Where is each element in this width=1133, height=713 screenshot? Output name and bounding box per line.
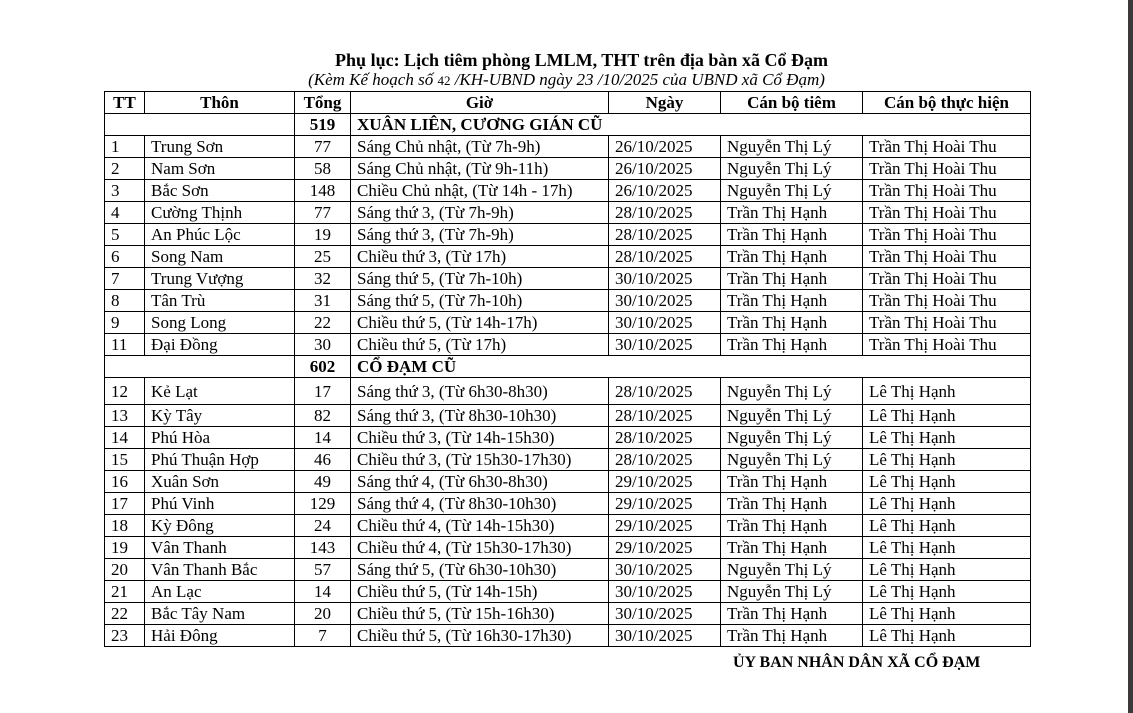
cell-thon: Vân Thanh Bắc — [145, 559, 295, 581]
table-row — [105, 224, 1031, 246]
cell-tong: 25 — [295, 246, 351, 268]
cell-tt: 1 — [105, 136, 145, 158]
table-row — [105, 202, 1031, 224]
cell-tt: 11 — [105, 334, 145, 356]
cell-can-bo-thuc-hien: Lê Thị Hạnh — [863, 537, 1031, 559]
cell-tong: 31 — [295, 290, 351, 312]
cell-tong: 17 — [295, 378, 351, 405]
group-name: XUÂN LIÊN, CƯƠNG GIÁN CŨ — [351, 114, 1031, 136]
table-row — [105, 625, 1031, 647]
table-row — [105, 603, 1031, 625]
cell-ngay: 29/10/2025 — [609, 537, 721, 559]
cell-can-bo-tiem: Trần Thị Hạnh — [721, 246, 863, 268]
cell-tt: 16 — [105, 471, 145, 493]
cell-ngay: 29/10/2025 — [609, 493, 721, 515]
cell-gio: Chiều thứ 4, (Từ 14h-15h30) — [351, 515, 609, 537]
cell-thon: Đại Đồng — [145, 334, 295, 356]
document-subtitle — [0, 70, 1133, 91]
cell-can-bo-tiem: Trần Thị Hạnh — [721, 312, 863, 334]
cell-tt: 19 — [105, 537, 145, 559]
table-row — [105, 378, 1031, 405]
cell-ngay: 28/10/2025 — [609, 449, 721, 471]
cell-tt: 15 — [105, 449, 145, 471]
table-row — [105, 427, 1031, 449]
plan-number: 42 — [437, 73, 451, 88]
cell-tong: 77 — [295, 136, 351, 158]
cell-gio: Sáng Chủ nhật, (Từ 7h-9h) — [351, 136, 609, 158]
cell-thon: Phú Vinh — [145, 493, 295, 515]
cell-tt: 13 — [105, 405, 145, 427]
cell-ngay: 28/10/2025 — [609, 246, 721, 268]
header-ngay: Ngày — [609, 92, 721, 114]
cell-can-bo-tiem: Nguyễn Thị Lý — [721, 559, 863, 581]
group-empty-cell — [105, 114, 295, 136]
cell-gio: Chiều thứ 5, (Từ 14h-15h) — [351, 581, 609, 603]
cell-tong: 46 — [295, 449, 351, 471]
footer-signature-heading: ỦY BAN NHÂN DÂN XÃ CỔ ĐẠM — [733, 654, 981, 671]
cell-can-bo-tiem: Nguyễn Thị Lý — [721, 449, 863, 471]
table-row — [105, 158, 1031, 180]
cell-can-bo-thuc-hien: Trần Thị Hoài Thu — [863, 246, 1031, 268]
header-tt: TT — [105, 92, 145, 114]
cell-ngay: 28/10/2025 — [609, 224, 721, 246]
cell-thon: Trung Sơn — [145, 136, 295, 158]
cell-gio: Chiều thứ 5, (Từ 17h) — [351, 334, 609, 356]
cell-tt: 6 — [105, 246, 145, 268]
table-row — [105, 493, 1031, 515]
cell-can-bo-tiem: Nguyễn Thị Lý — [721, 180, 863, 202]
cell-can-bo-thuc-hien: Trần Thị Hoài Thu — [863, 334, 1031, 356]
cell-gio: Chiều thứ 3, (Từ 14h-15h30) — [351, 427, 609, 449]
group-empty-cell — [105, 356, 295, 378]
group-row — [105, 114, 1031, 136]
cell-gio: Chiều thứ 4, (Từ 15h30-17h30) — [351, 537, 609, 559]
cell-gio: Sáng thứ 3, (Từ 7h-9h) — [351, 202, 609, 224]
subtitle-prefix: (Kèm Kế hoạch số — [308, 70, 434, 89]
cell-gio: Sáng thứ 5, (Từ 7h-10h) — [351, 290, 609, 312]
header-gio: Giờ — [351, 92, 609, 114]
cell-can-bo-thuc-hien: Lê Thị Hạnh — [863, 378, 1031, 405]
cell-thon: Trung Vượng — [145, 268, 295, 290]
cell-can-bo-thuc-hien: Trần Thị Hoài Thu — [863, 180, 1031, 202]
group-total: 519 — [295, 114, 351, 136]
cell-tt: 20 — [105, 559, 145, 581]
cell-tong: 82 — [295, 405, 351, 427]
cell-ngay: 30/10/2025 — [609, 559, 721, 581]
cell-tt: 12 — [105, 378, 145, 405]
table-row — [105, 449, 1031, 471]
cell-thon: Cường Thịnh — [145, 202, 295, 224]
cell-can-bo-thuc-hien: Lê Thị Hạnh — [863, 449, 1031, 471]
cell-tt: 14 — [105, 427, 145, 449]
cell-gio: Chiều thứ 3, (Từ 15h30-17h30) — [351, 449, 609, 471]
cell-tt: 2 — [105, 158, 145, 180]
cell-ngay: 29/10/2025 — [609, 471, 721, 493]
cell-ngay: 30/10/2025 — [609, 312, 721, 334]
cell-gio: Sáng thứ 3, (Từ 8h30-10h30) — [351, 405, 609, 427]
cell-tong: 77 — [295, 202, 351, 224]
cell-thon: Vân Thanh — [145, 537, 295, 559]
table-row — [105, 581, 1031, 603]
cell-can-bo-tiem: Trần Thị Hạnh — [721, 603, 863, 625]
cell-tt: 9 — [105, 312, 145, 334]
cell-gio: Chiều Chủ nhật, (Từ 14h - 17h) — [351, 180, 609, 202]
cell-thon: Nam Sơn — [145, 158, 295, 180]
cell-thon: Song Nam — [145, 246, 295, 268]
cell-ngay: 30/10/2025 — [609, 268, 721, 290]
cell-thon: Phú Hòa — [145, 427, 295, 449]
cell-tt: 3 — [105, 180, 145, 202]
cell-can-bo-thuc-hien: Trần Thị Hoài Thu — [863, 290, 1031, 312]
cell-can-bo-thuc-hien: Lê Thị Hạnh — [863, 515, 1031, 537]
cell-tt: 21 — [105, 581, 145, 603]
cell-tong: 49 — [295, 471, 351, 493]
cell-tt: 7 — [105, 268, 145, 290]
table-row — [105, 405, 1031, 427]
table-row — [105, 268, 1031, 290]
table-row — [105, 312, 1031, 334]
cell-gio: Sáng thứ 4, (Từ 6h30-8h30) — [351, 471, 609, 493]
cell-tong: 32 — [295, 268, 351, 290]
table-row — [105, 515, 1031, 537]
cell-tt: 17 — [105, 493, 145, 515]
table-row — [105, 246, 1031, 268]
cell-can-bo-thuc-hien: Lê Thị Hạnh — [863, 427, 1031, 449]
table-row — [105, 537, 1031, 559]
cell-gio: Chiều thứ 5, (Từ 15h-16h30) — [351, 603, 609, 625]
cell-thon: An Lạc — [145, 581, 295, 603]
cell-can-bo-tiem: Nguyễn Thị Lý — [721, 581, 863, 603]
group-name: CỔ ĐẠM CŨ — [351, 356, 1031, 378]
cell-tt: 18 — [105, 515, 145, 537]
cell-thon: Song Long — [145, 312, 295, 334]
cell-thon: Xuân Sơn — [145, 471, 295, 493]
cell-ngay: 28/10/2025 — [609, 202, 721, 224]
subtitle-suffix: /KH-UBND ngày 23 /10/2025 của UBND xã Cổ Đạm) — [454, 70, 825, 89]
cell-can-bo-tiem: Trần Thị Hạnh — [721, 493, 863, 515]
cell-tong: 22 — [295, 312, 351, 334]
group-total: 602 — [295, 356, 351, 378]
cell-can-bo-tiem: Trần Thị Hạnh — [721, 515, 863, 537]
cell-can-bo-thuc-hien: Trần Thị Hoài Thu — [863, 136, 1031, 158]
table-row — [105, 471, 1031, 493]
header-can-bo-tiem: Cán bộ tiêm — [721, 92, 863, 114]
cell-can-bo-thuc-hien: Lê Thị Hạnh — [863, 493, 1031, 515]
cell-can-bo-tiem: Trần Thị Hạnh — [721, 537, 863, 559]
header-can-bo-thuc-hien: Cán bộ thực hiện — [863, 92, 1031, 114]
cell-tong: 58 — [295, 158, 351, 180]
cell-can-bo-tiem: Nguyễn Thị Lý — [721, 378, 863, 405]
cell-tt: 8 — [105, 290, 145, 312]
header-tong: Tổng — [295, 92, 351, 114]
cell-gio: Chiều thứ 5, (Từ 16h30-17h30) — [351, 625, 609, 647]
cell-gio: Sáng Chủ nhật, (Từ 9h-11h) — [351, 158, 609, 180]
cell-can-bo-thuc-hien: Lê Thị Hạnh — [863, 405, 1031, 427]
cell-can-bo-tiem: Nguyễn Thị Lý — [721, 158, 863, 180]
table-row — [105, 559, 1031, 581]
cell-thon: Hải Đông — [145, 625, 295, 647]
cell-can-bo-tiem: Trần Thị Hạnh — [721, 625, 863, 647]
cell-ngay: 29/10/2025 — [609, 515, 721, 537]
cell-gio: Sáng thứ 5, (Từ 7h-10h) — [351, 268, 609, 290]
cell-can-bo-tiem: Nguyễn Thị Lý — [721, 405, 863, 427]
cell-can-bo-tiem: Trần Thị Hạnh — [721, 290, 863, 312]
cell-thon: Tân Trù — [145, 290, 295, 312]
header-thon: Thôn — [145, 92, 295, 114]
cell-can-bo-tiem: Trần Thị Hạnh — [721, 268, 863, 290]
cell-ngay: 26/10/2025 — [609, 180, 721, 202]
cell-ngay: 30/10/2025 — [609, 334, 721, 356]
cell-tong: 14 — [295, 427, 351, 449]
cell-ngay: 26/10/2025 — [609, 158, 721, 180]
cell-ngay: 30/10/2025 — [609, 290, 721, 312]
cell-tong: 143 — [295, 537, 351, 559]
cell-gio: Sáng thứ 4, (Từ 8h30-10h30) — [351, 493, 609, 515]
cell-tt: 22 — [105, 603, 145, 625]
cell-tt: 4 — [105, 202, 145, 224]
cell-ngay: 28/10/2025 — [609, 378, 721, 405]
cell-can-bo-thuc-hien: Trần Thị Hoài Thu — [863, 312, 1031, 334]
cell-can-bo-thuc-hien: Lê Thị Hạnh — [863, 559, 1031, 581]
cell-thon: An Phúc Lộc — [145, 224, 295, 246]
table-body — [105, 114, 1031, 647]
cell-tt: 23 — [105, 625, 145, 647]
cell-ngay: 30/10/2025 — [609, 603, 721, 625]
cell-can-bo-thuc-hien: Lê Thị Hạnh — [863, 581, 1031, 603]
cell-tong: 129 — [295, 493, 351, 515]
cell-can-bo-tiem: Trần Thị Hạnh — [721, 471, 863, 493]
cell-thon: Kẻ Lạt — [145, 378, 295, 405]
cell-ngay: 30/10/2025 — [609, 625, 721, 647]
cell-tong: 20 — [295, 603, 351, 625]
cell-ngay: 26/10/2025 — [609, 136, 721, 158]
cell-thon: Phú Thuận Hợp — [145, 449, 295, 471]
cell-tt: 5 — [105, 224, 145, 246]
cell-can-bo-thuc-hien: Lê Thị Hạnh — [863, 471, 1031, 493]
schedule-table — [104, 91, 1031, 647]
cell-thon: Bắc Tây Nam — [145, 603, 295, 625]
cell-can-bo-tiem: Nguyễn Thị Lý — [721, 136, 863, 158]
document-title: Phụ lục: Lịch tiêm phòng LMLM, THT trên địa bàn xã Cổ Đạm — [335, 50, 828, 70]
cell-gio: Sáng thứ 3, (Từ 6h30-8h30) — [351, 378, 609, 405]
group-row — [105, 356, 1031, 378]
cell-gio: Chiều thứ 5, (Từ 14h-17h) — [351, 312, 609, 334]
cell-tong: 148 — [295, 180, 351, 202]
cell-ngay: 28/10/2025 — [609, 427, 721, 449]
cell-can-bo-thuc-hien: Trần Thị Hoài Thu — [863, 268, 1031, 290]
cell-tong: 19 — [295, 224, 351, 246]
cell-thon: Bắc Sơn — [145, 180, 295, 202]
cell-can-bo-tiem: Trần Thị Hạnh — [721, 202, 863, 224]
cell-tong: 14 — [295, 581, 351, 603]
cell-ngay: 28/10/2025 — [609, 405, 721, 427]
cell-tong: 30 — [295, 334, 351, 356]
cell-gio: Sáng thứ 5, (Từ 6h30-10h30) — [351, 559, 609, 581]
cell-gio: Chiều thứ 3, (Từ 17h) — [351, 246, 609, 268]
table-header-row — [105, 92, 1031, 114]
table-row — [105, 290, 1031, 312]
table-row — [105, 334, 1031, 356]
cell-can-bo-thuc-hien: Lê Thị Hạnh — [863, 603, 1031, 625]
cell-thon: Kỳ Đông — [145, 515, 295, 537]
cell-can-bo-tiem: Trần Thị Hạnh — [721, 224, 863, 246]
cell-tong: 24 — [295, 515, 351, 537]
cell-can-bo-thuc-hien: Trần Thị Hoài Thu — [863, 224, 1031, 246]
cell-thon: Kỳ Tây — [145, 405, 295, 427]
cell-can-bo-thuc-hien: Lê Thị Hạnh — [863, 625, 1031, 647]
cell-can-bo-tiem: Nguyễn Thị Lý — [721, 427, 863, 449]
table-row — [105, 136, 1031, 158]
cell-ngay: 30/10/2025 — [609, 581, 721, 603]
cell-can-bo-tiem: Trần Thị Hạnh — [721, 334, 863, 356]
cell-can-bo-thuc-hien: Trần Thị Hoài Thu — [863, 158, 1031, 180]
cell-tong: 57 — [295, 559, 351, 581]
cell-tong: 7 — [295, 625, 351, 647]
table-row — [105, 180, 1031, 202]
cell-gio: Sáng thứ 3, (Từ 7h-9h) — [351, 224, 609, 246]
cell-can-bo-thuc-hien: Trần Thị Hoài Thu — [863, 202, 1031, 224]
